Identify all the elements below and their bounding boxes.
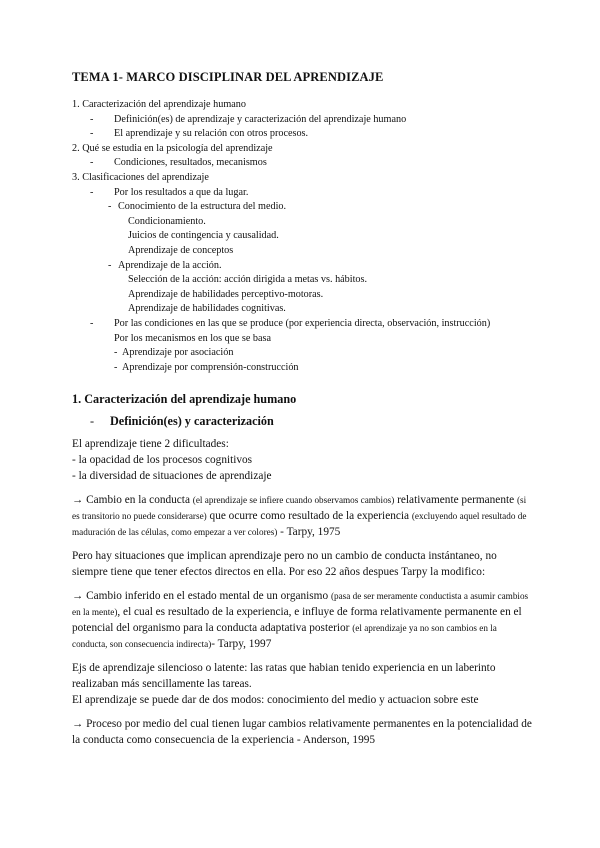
- paragraph-latent-learning: Ejs de aprendizaje silencioso o latente: las ratas que habian tenido experiencia en un laberinto realizaban más sencillamente las tareas.: [72, 662, 496, 690]
- paragraph-situations: Pero hay situaciones que implican aprendizaje pero no un cambio de conducta instántaneo, no siempre tiene que tener efectos directos en ella. Por eso 22 años despues Tarpy la modifico:: [72, 550, 497, 578]
- paragraph-anderson-1995: → Proceso por medio del cual tienen lugar cambios relativamente permanentes en la potencialidad de la conducta como consecuencia de la experiencia - Anderson, 1995: [72, 718, 532, 746]
- toc-item-3a2: - Aprendizaje de la acción.: [108, 259, 222, 271]
- paragraph-difficulties: El aprendizaje tiene 2 dificultades: - la opacidad de los procesos cognitivos - la diversidad de situaciones de aprendizaje: [72, 438, 272, 482]
- toc-item-1b: - El aprendizaje y su relación con otros procesos.: [90, 128, 309, 140]
- paragraph-two-modes: El aprendizaje se puede dar de dos modos: conocimiento del medio y actuacion sobre este: [72, 694, 479, 706]
- toc-item-3a1a: Condicionamiento.: [128, 215, 206, 227]
- toc-item-1a: - Definición(es) de aprendizaje y caracterización del aprendizaje humano: [90, 113, 407, 125]
- toc-item-3a2a: Selección de la acción: acción dirigida a metas vs. hábitos.: [128, 274, 368, 286]
- toc-item-3: 3. Clasificaciones del aprendizaje: [72, 171, 209, 183]
- toc-item-3a1c: Aprendizaje de conceptos: [128, 244, 234, 256]
- paragraph-tarpy-1975: → Cambio en la conducta (el aprendizaje se infiere cuando observamos cambios) relativamente permanente (si es transitorio no puede considerarse) que ocurre como resultado de la experiencia (excluyendo aquel resultado de maduración de las células, como empezar a ver colores) - Tarpy, 1975: [72, 494, 527, 538]
- body-text: [72, 436, 534, 756]
- table-of-contents: [72, 98, 572, 375]
- section-subheading: - Definición(es) y caracterización: [90, 414, 274, 428]
- section-heading: 1. Caracterización del aprendizaje humano: [72, 392, 297, 406]
- toc-item-3a2c: Aprendizaje de habilidades cognitivas.: [128, 303, 286, 315]
- toc-item-3b: - Por las condiciones en las que se produce (por experiencia directa, observación, instrucción): [90, 317, 491, 329]
- toc-item-3a2b: Aprendizaje de habilidades perceptivo-motoras.: [128, 288, 324, 300]
- toc-item-1: 1. Caracterización del aprendizaje humano: [72, 99, 246, 110]
- page-title: TEMA 1- MARCO DISCIPLINAR DEL APRENDIZAJE: [72, 70, 384, 84]
- paragraph-tarpy-1997: → Cambio inferido en el estado mental de un organismo (pasa de ser meramente conductista a asumir cambios en la mente), el cual es resultado de la experiencia, e influye de forma relativamente permanente en el potencial del organismo para la conducta adaptativa posterior (el aprendizaje ya no son cambios en la conducta, son consecuencia indirecta)- Tarpy, 1997: [72, 590, 529, 650]
- toc-item-2: 2. Qué se estudia en la psicología del aprendizaje: [72, 142, 273, 154]
- toc-item-3a1b: Juicios de contingencia y causalidad.: [128, 230, 279, 242]
- toc-item-3c: Por los mecanismos en los que se basa: [114, 332, 272, 344]
- toc-item-3a1: - Conocimiento de la estructura del medio.: [108, 201, 287, 213]
- toc-item-3c1: - Aprendizaje por asociación: [114, 347, 234, 359]
- toc-item-3a: - Por los resultados a que da lugar.: [90, 186, 249, 198]
- toc-item-2a: - Condiciones, resultados, mecanismos: [90, 157, 267, 169]
- toc-item-3c2: - Aprendizaje por comprensión-construcción: [114, 361, 299, 373]
